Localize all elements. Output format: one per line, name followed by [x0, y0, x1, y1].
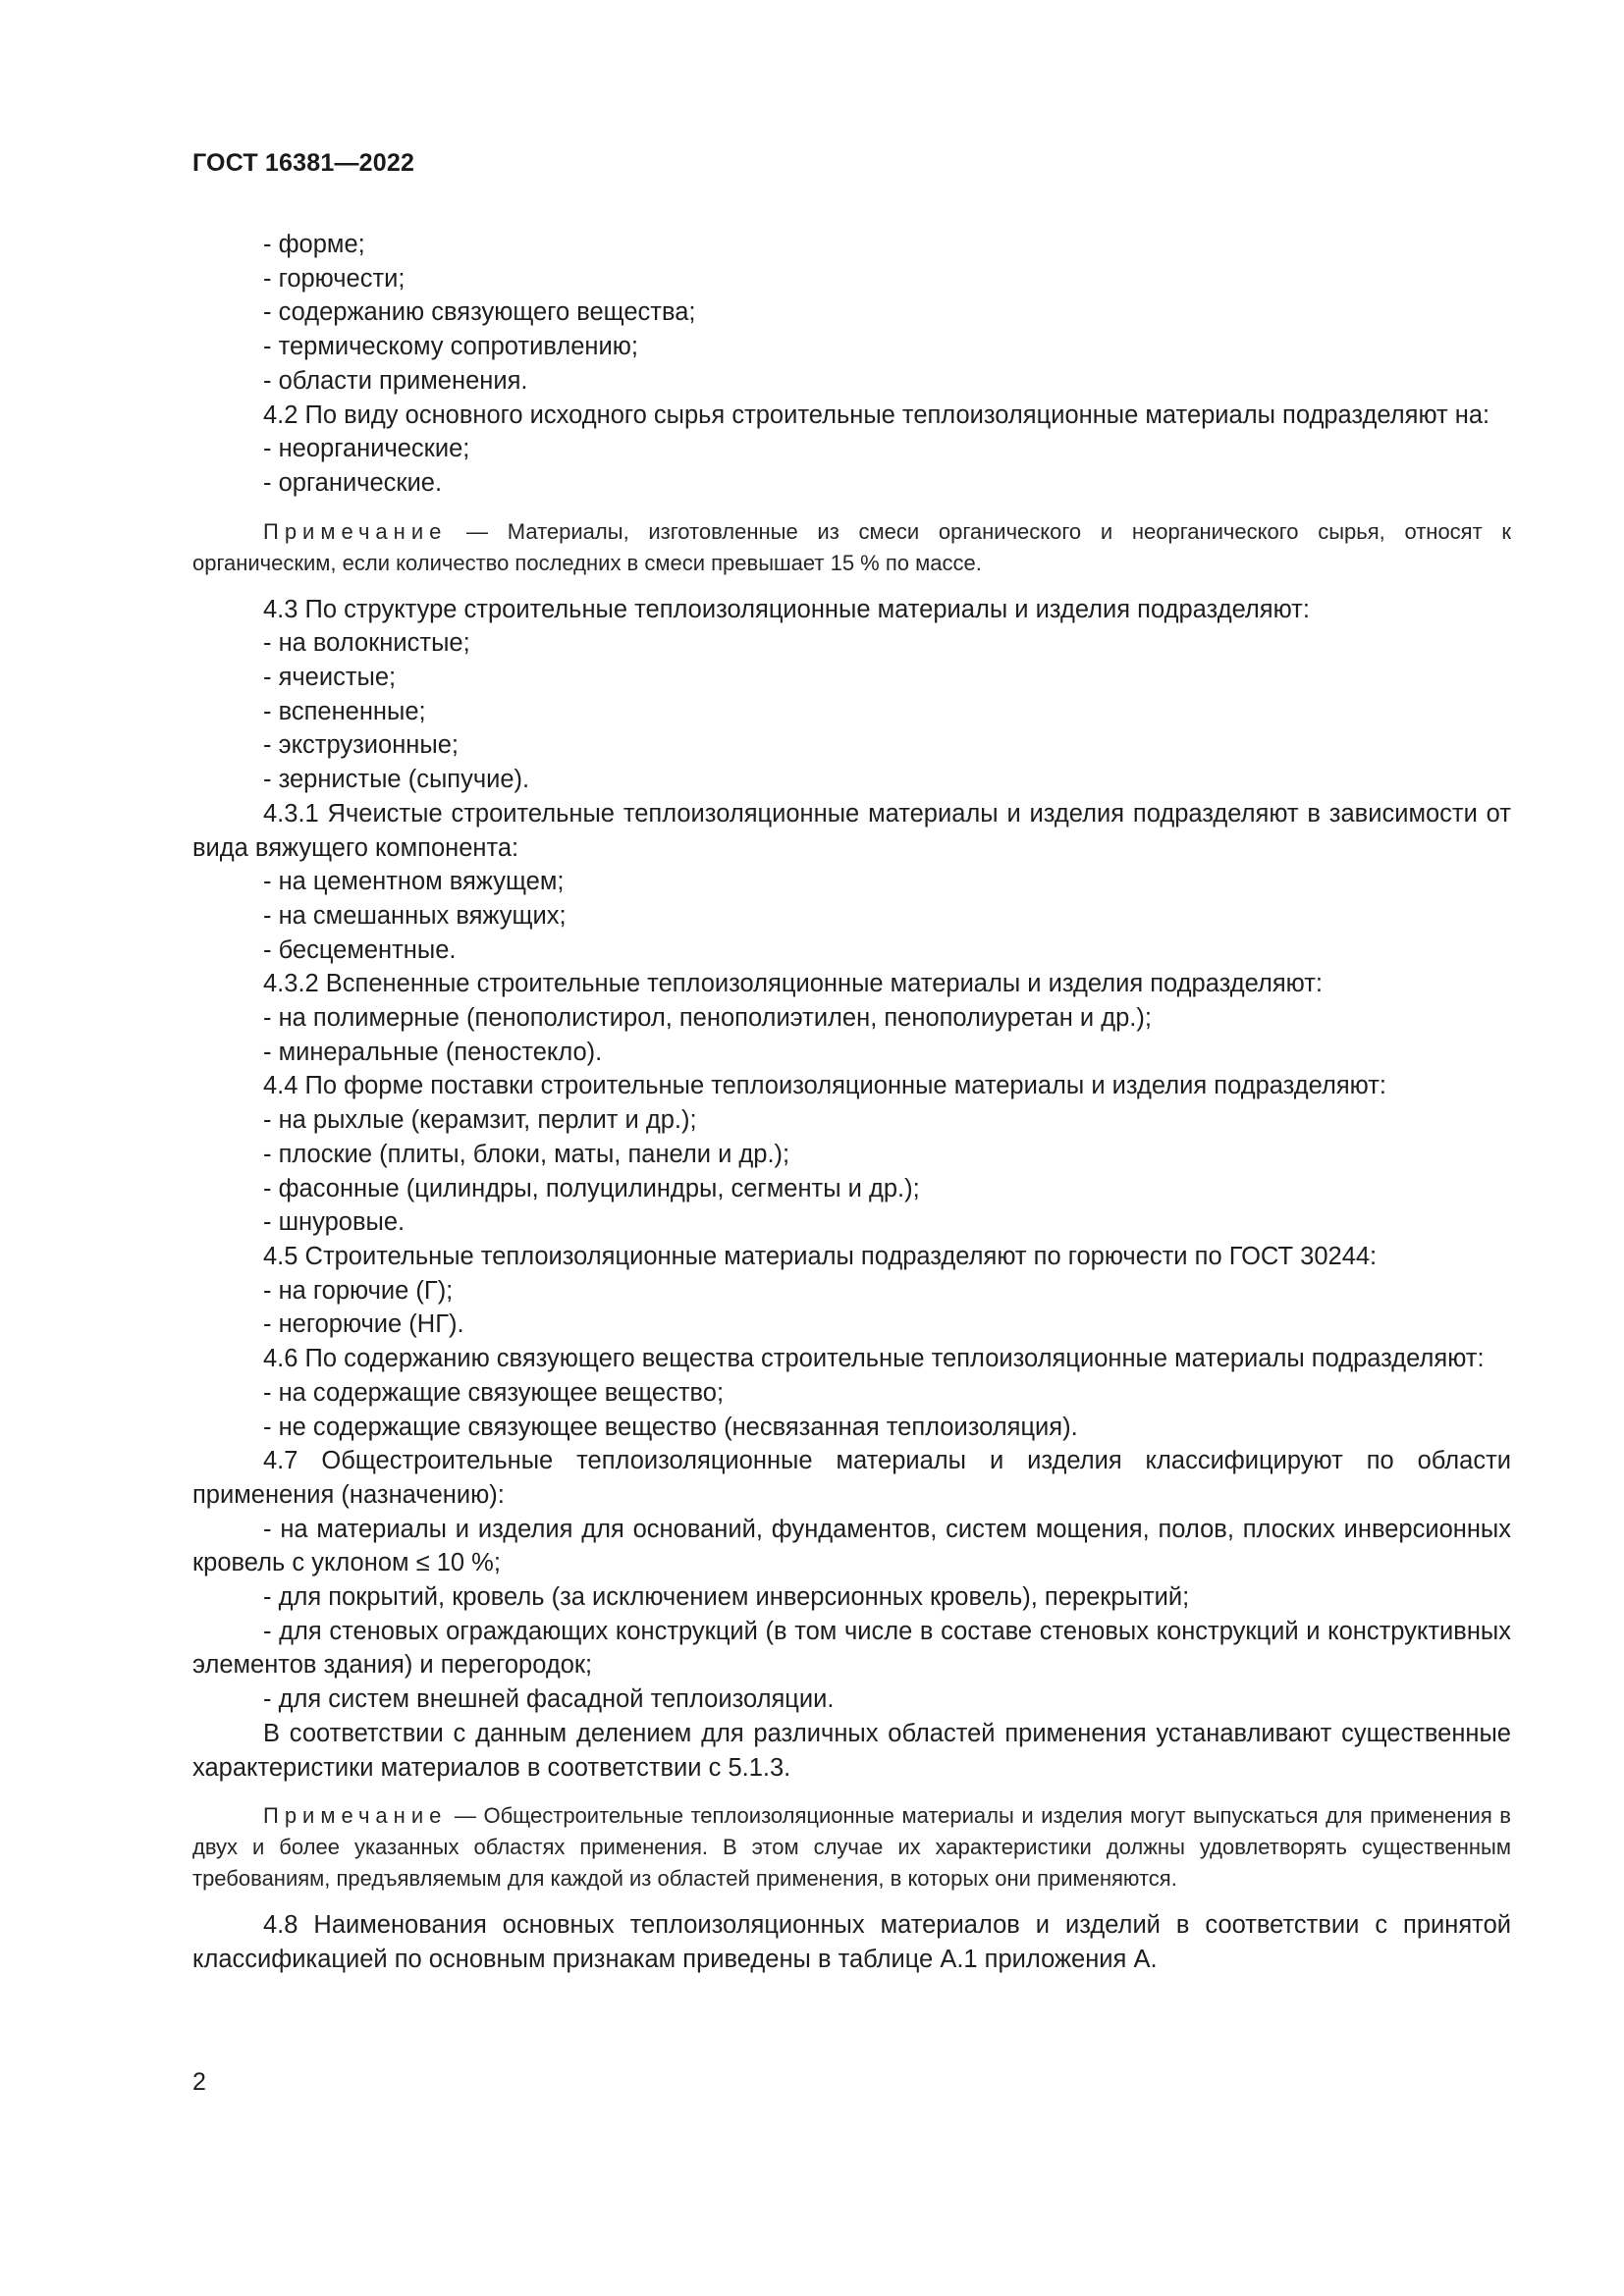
clause-4-7-closing: В соответствии с данным делением для различных областей применения устанавливают существенные характеристики материалов в соответствии с 5.1.3. — [192, 1719, 1511, 1782]
list-item: - на содержащие связующее вещество; — [263, 1378, 725, 1407]
list-item: - шнуровые. — [263, 1208, 406, 1237]
clause-4-3: 4.3 По структуре строительные теплоизоляционные материалы и изделия подразделяют: — [263, 595, 1310, 623]
list-item: - области применения. — [263, 366, 528, 395]
list-item: - бесцементные. — [263, 935, 457, 964]
clause-4-4: 4.4 По форме поставки строительные теплоизоляционные материалы и изделия подразделяют: — [263, 1072, 1387, 1100]
note-text: — Общестроительные теплоизоляционные материалы и изделия могут выпускаться для применения в двух и более указанных областях применения. В этом случае их характеристики должны удовлетворять существенным требованиям, предъявляемым для каждой из областей применения, в которых они применяются. — [192, 1803, 1511, 1892]
list-item: - на рыхлые (керамзит, перлит и др.); — [263, 1106, 697, 1135]
list-item: - зернистые (сыпучие). — [263, 766, 530, 794]
clause-4-3-2: 4.3.2 Вспененные строительные теплоизоляционные материалы и изделия подразделяют: — [263, 970, 1323, 998]
note-text: — Материалы, изготовленные из смеси органического и неорганического сырья, относят к органическим, если количество последних в смеси превышает 15 % по массе. — [192, 518, 1511, 575]
list-item: - негорючие (НГ). — [263, 1310, 464, 1339]
page-number: 2 — [192, 2068, 206, 2096]
clause-4-2: 4.2 По виду основного исходного сырья строительные теплоизоляционные материалы подразделяют на: — [263, 400, 1490, 429]
list-item: - термическому сопротивлению; — [263, 333, 638, 361]
clause-4-8: 4.8 Наименования основных теплоизоляционных материалов и изделий в соответствии с принятой классификацией по основным признакам приведены в таблице А.1 приложения А. — [192, 1911, 1511, 1973]
clause-4-5: 4.5 Строительные теплоизоляционные материалы подразделяют по горючести по ГОСТ 30244: — [263, 1242, 1378, 1270]
list-item: - на материалы и изделия для оснований, фундаментов, систем мощения, полов, плоских инверсионных кровель с уклоном ≤ 10 %; — [192, 1515, 1511, 1577]
list-item: - вспененные; — [263, 697, 426, 725]
clause-4-3-1: 4.3.1 Ячеистые строительные теплоизоляционные материалы и изделия подразделяют в зависимости от вида вяжущего компонента: — [192, 799, 1511, 862]
list-item: - на цементном вяжущем; — [263, 868, 565, 896]
note-label: Примечание — [263, 518, 448, 544]
list-item: - на волокнистые; — [263, 629, 470, 658]
list-item: - для систем внешней фасадной теплоизоляции. — [263, 1685, 835, 1714]
clause-4-6: 4.6 По содержанию связующего вещества строительные теплоизоляционные материалы подразделяют: — [263, 1345, 1485, 1373]
list-item: - ячеистые; — [263, 664, 397, 692]
list-item: - минеральные (пеностекло). — [263, 1038, 603, 1066]
list-item: - экструзионные; — [263, 731, 459, 760]
note-label: Примечание — [263, 1803, 448, 1829]
list-item: - для покрытий, кровель (за исключением инверсионных кровель), перекрытий; — [263, 1583, 1190, 1612]
document-code-header: ГОСТ 16381—2022 — [192, 149, 415, 177]
list-item: - неорганические; — [263, 435, 470, 463]
note-2 — [192, 1800, 1511, 1895]
list-item: - фасонные (цилиндры, полуцилиндры, сегменты и др.); — [263, 1174, 920, 1202]
list-item: - содержанию связующего вещества; — [263, 298, 696, 327]
note-1 — [192, 516, 1511, 579]
list-item: - на горючие (Г); — [263, 1276, 454, 1305]
clause-4-7: 4.7 Общестроительные теплоизоляционные материалы и изделия классифицируют по области применения (назначению): — [192, 1447, 1511, 1509]
list-item: - форме; — [263, 231, 365, 258]
list-item: - горючести; — [263, 264, 406, 293]
list-item: - для стеновых ограждающих конструкций (в том числе в составе стеновых конструкций и конструктивных элементов здания) и перегородок; — [192, 1617, 1511, 1680]
list-item: - органические. — [263, 468, 443, 497]
list-item: - на полимерные (пенополистирол, пенополиэтилен, пенополиуретан и др.); — [263, 1004, 1152, 1033]
list-item: - плоские (плиты, блоки, маты, панели и др.); — [263, 1140, 790, 1168]
list-item: - на смешанных вяжущих; — [263, 901, 567, 930]
list-item: - не содержащие связующее вещество (несвязанная теплоизоляция). — [263, 1413, 1078, 1441]
document-body — [192, 228, 1511, 1977]
